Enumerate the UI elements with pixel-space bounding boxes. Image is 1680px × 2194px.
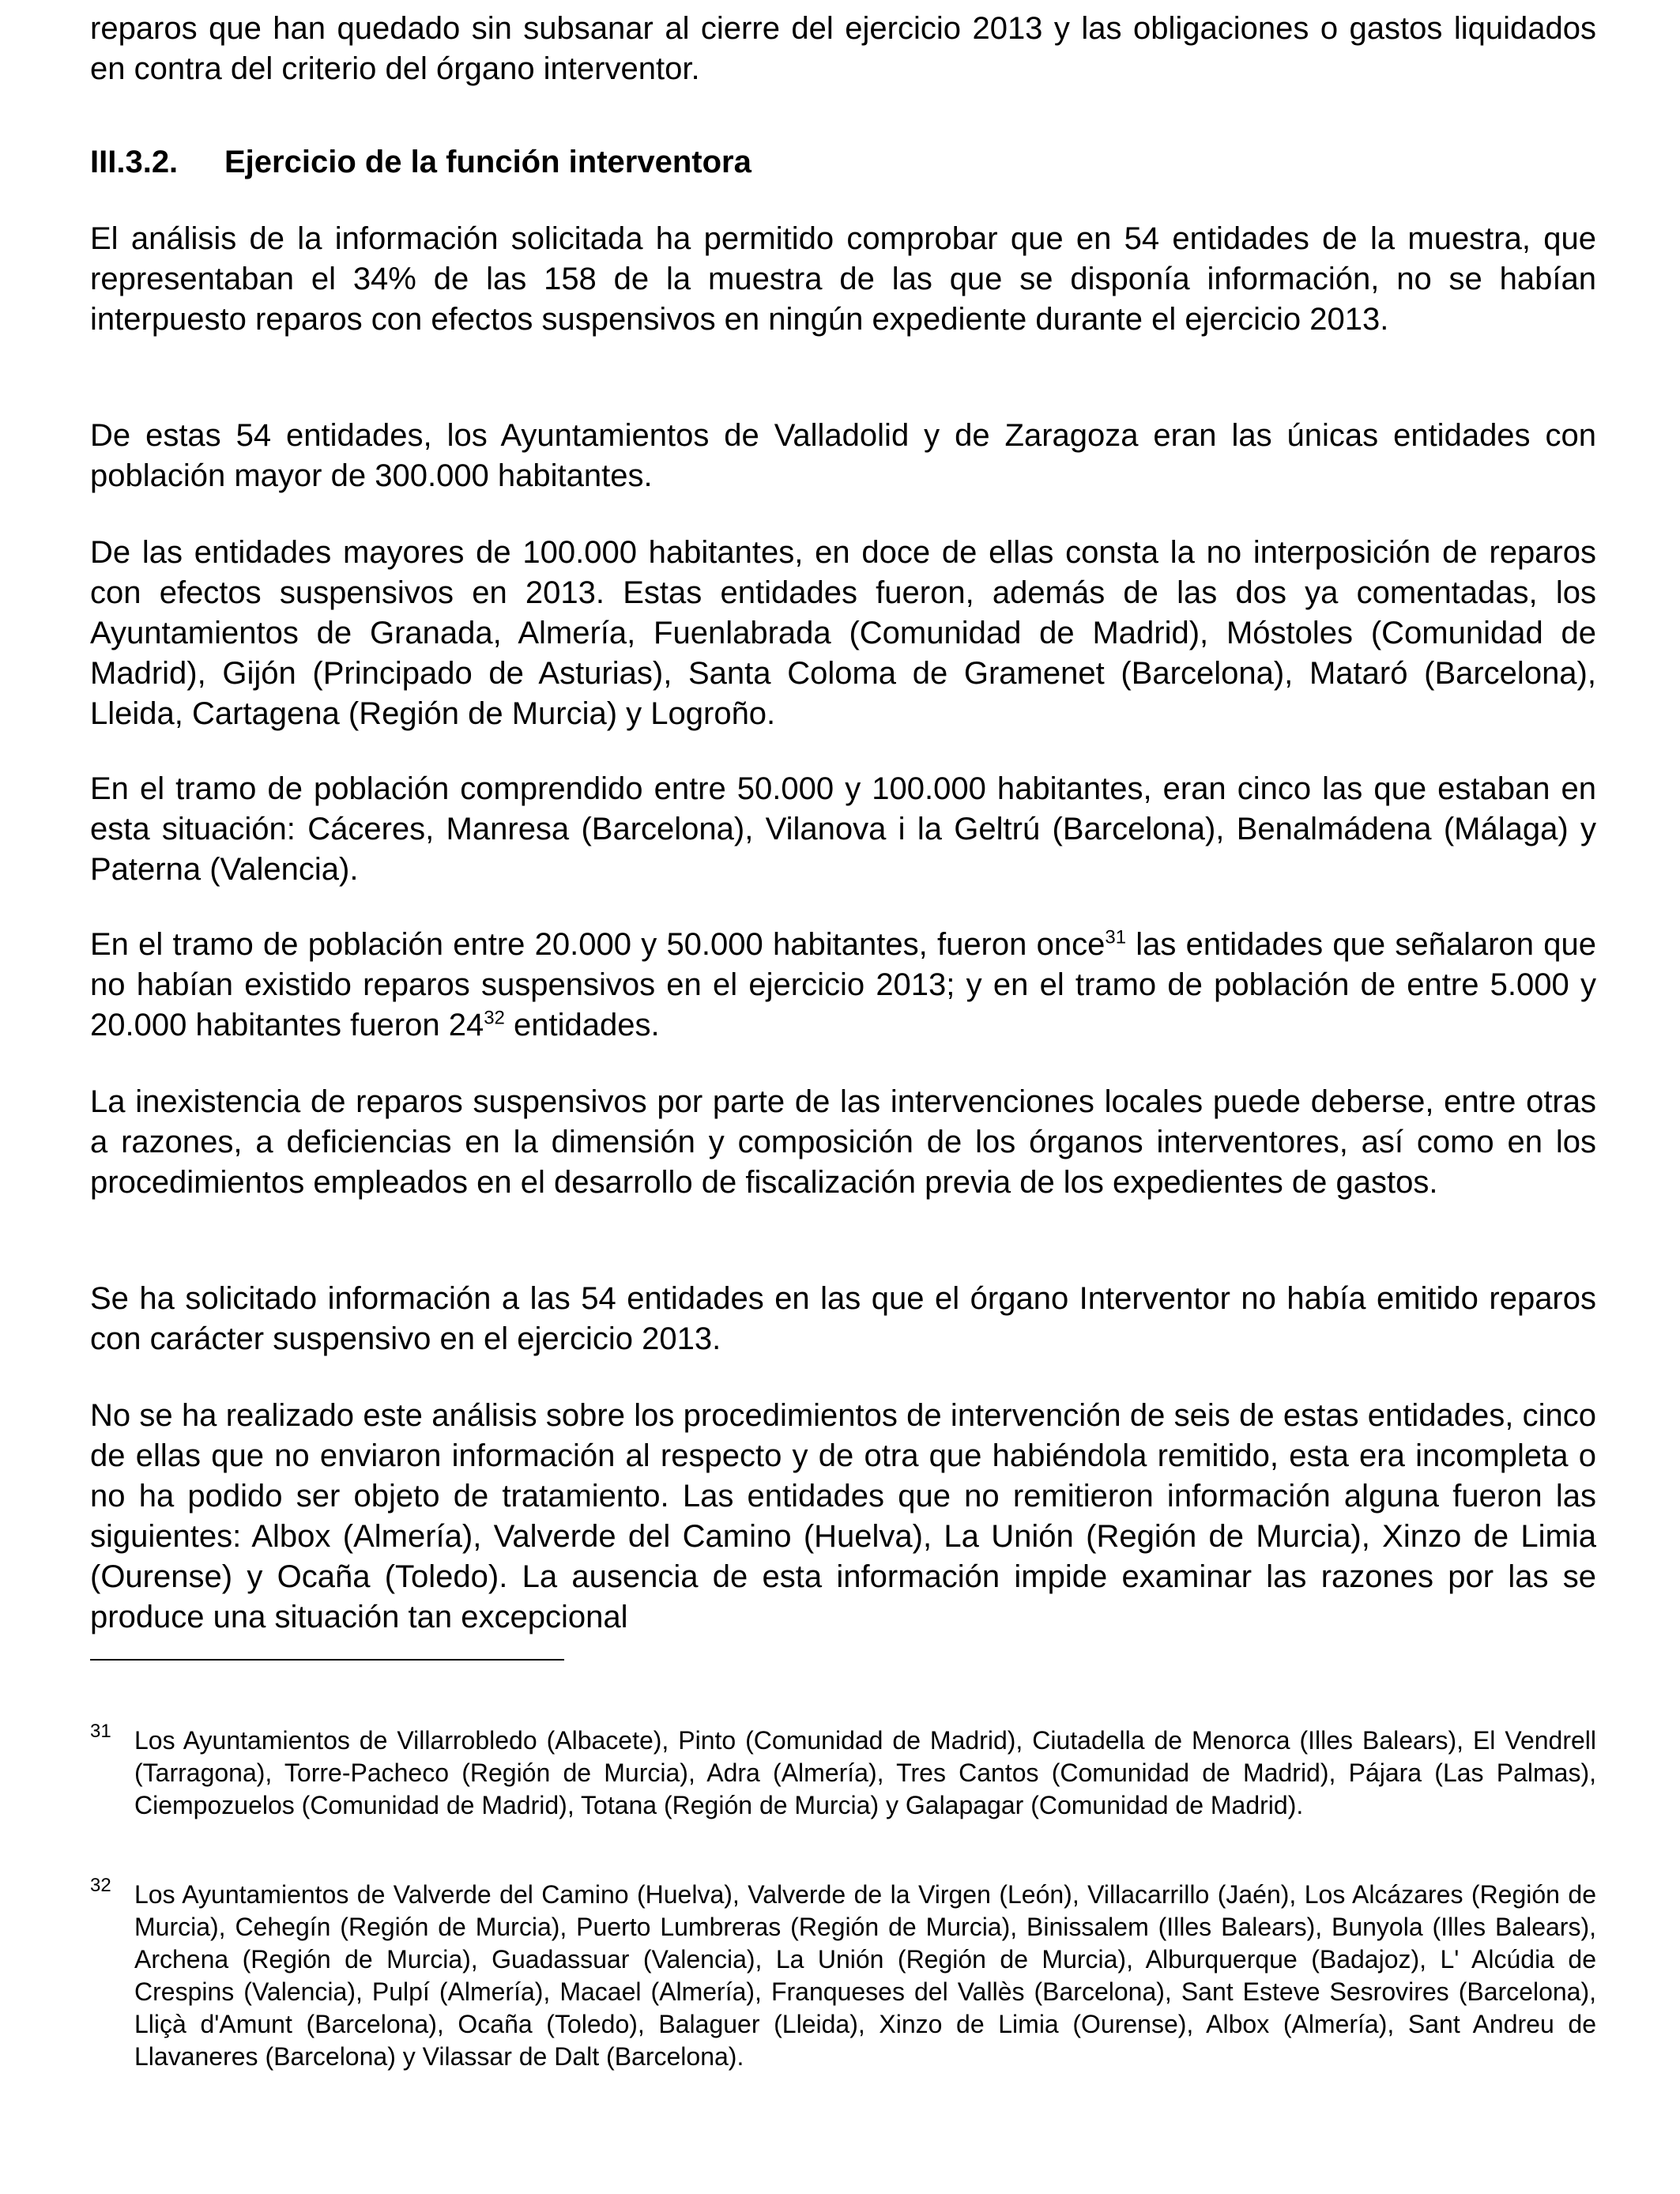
footnote-ref-31[interactable]: 31 — [1105, 926, 1127, 948]
footnote-mark: 32 — [90, 1875, 111, 1896]
paragraph-intro: reparos que han quedado sin subsanar al cierre del ejercicio 2013 y las obligaciones o gastos liquidados en contra del criterio del órgano interventor. — [90, 11, 1596, 86]
footnote-31 — [90, 1721, 1596, 1822]
footnote-mark: 31 — [90, 1721, 111, 1742]
footnote-ref-32[interactable]: 32 — [484, 1007, 505, 1029]
paragraph-50000-100000: En el tramo de población comprendido entre 50.000 y 100.000 habitantes, eran cinco las que estaban en esta situación: Cáceres, Manresa (Barcelona), Vilanova i la Geltrú (Barcelona), Benalmádena (Málaga) y Paterna (Valencia). — [90, 771, 1596, 887]
paragraph-part: entidades. — [504, 1008, 660, 1042]
section-number: III.3.2. — [90, 145, 179, 179]
paragraph-part: En el tramo de población entre 20.000 y 50.000 habitantes, fueron once — [90, 927, 1106, 962]
paragraph-analysis: El análisis de la información solicitada ha permitido comprobar que en 54 entidades de la muestra, que representaban el 34% de las 158 de la muestra de las que se disponía información, no se habían interpuesto reparos con efectos suspensivos en ningún expediente durante el ejercicio 2013. — [90, 221, 1596, 337]
paragraph-causes: La inexistencia de reparos suspensivos por parte de las intervenciones locales puede deberse, entre otras a razones, a deficiencias en la dimensión y composición de los órganos interventores, así como en los procedimientos empleados en el desarrollo de fiscalización previa de los expedientes de gastos. — [90, 1084, 1596, 1200]
paragraph-part: las entidades que señalaron que no habían existido reparos suspensivos en el ejercicio 2013; y en el tramo de población de entre 5.000 y 20.000 habitantes fueron 24 — [90, 927, 1596, 1042]
footnote-separator — [90, 1659, 564, 1661]
footnote-text: Los Ayuntamientos de Valverde del Camino (Huelva), Valverde de la Virgen (León), Villacarrillo (Jaén), Los Alcázares (Región de Murcia), Cehegín (Región de Murcia), Puerto Lumbreras (Región de Murcia), Binissalem (Illes Balears), Bunyola (Illes Balears), Archena (Región de Murcia), Guadassuar (Valencia), La Unión (Región de Murcia), Alburquerque (Badajoz), L' Alcúdia de Crespins (Valencia), Pulpí (Almería), Macael (Almería), Franqueses del Vallès (Barcelona), Sant Esteve Sesrovires (Barcelona), Lliçà d'Amunt (Barcelona), Ocaña (Toledo), Balaguer (Lleida), Xinzo de Limia (Ourense), Albox (Almería), Sant Andreu de Llavaneres (Barcelona) y Vilassar de Dalt (Barcelona). — [134, 1880, 1596, 2071]
section-heading — [90, 142, 751, 183]
footnote-32 — [90, 1875, 1596, 2073]
paragraph-large-entities: De estas 54 entidades, los Ayuntamientos de Valladolid y de Zaragoza eran las únicas entidades con población mayor de 300.000 habitantes. — [90, 418, 1596, 493]
paragraph-20000-50000 — [90, 925, 1596, 1046]
paragraph-over-100000: De las entidades mayores de 100.000 habitantes, en doce de ellas consta la no interposición de reparos con efectos suspensivos en 2013. Estas entidades fueron, además de las dos ya comentadas, los Ayuntamientos de Granada, Almería, Fuenlabrada (Comunidad de Madrid), Móstoles (Comunidad de Madrid), Gijón (Principado de Asturias), Santa Coloma de Gramenet (Barcelona), Mataró (Barcelona), Lleida, Cartagena (Región de Murcia) y Logroño. — [90, 535, 1596, 731]
footnote-text: Los Ayuntamientos de Villarrobledo (Albacete), Pinto (Comunidad de Madrid), Ciutadella de Menorca (Illes Balears), El Vendrell (Tarragona), Torre-Pacheco (Región de Murcia), Adra (Almería), Tres Cantos (Comunidad de Madrid), Pájara (Las Palmas), Ciempozuelos (Comunidad de Madrid), Totana (Región de Murcia) y Galapagar (Comunidad de Madrid). — [134, 1726, 1596, 1819]
paragraph-no-analysis: No se ha realizado este análisis sobre los procedimientos de intervención de seis de estas entidades, cinco de ellas que no enviaron información al respecto y de otra que habiéndola remitido, esta era incompleta o no ha podido ser objeto de tratamiento. Las entidades que no remitieron información alguna fueron las siguientes: Albox (Almería), Valverde del Camino (Huelva), La Unión (Región de Murcia), Xinzo de Limia (Ourense) y Ocaña (Toledo). La ausencia de esta información impide examinar las razones por las se produce una situación tan excepcional — [90, 1398, 1596, 1634]
paragraph-information-request: Se ha solicitado información a las 54 entidades en las que el órgano Interventor no había emitido reparos con carácter suspensivo en el ejercicio 2013. — [90, 1281, 1596, 1356]
section-title: Ejercicio de la función interventora — [224, 145, 751, 179]
